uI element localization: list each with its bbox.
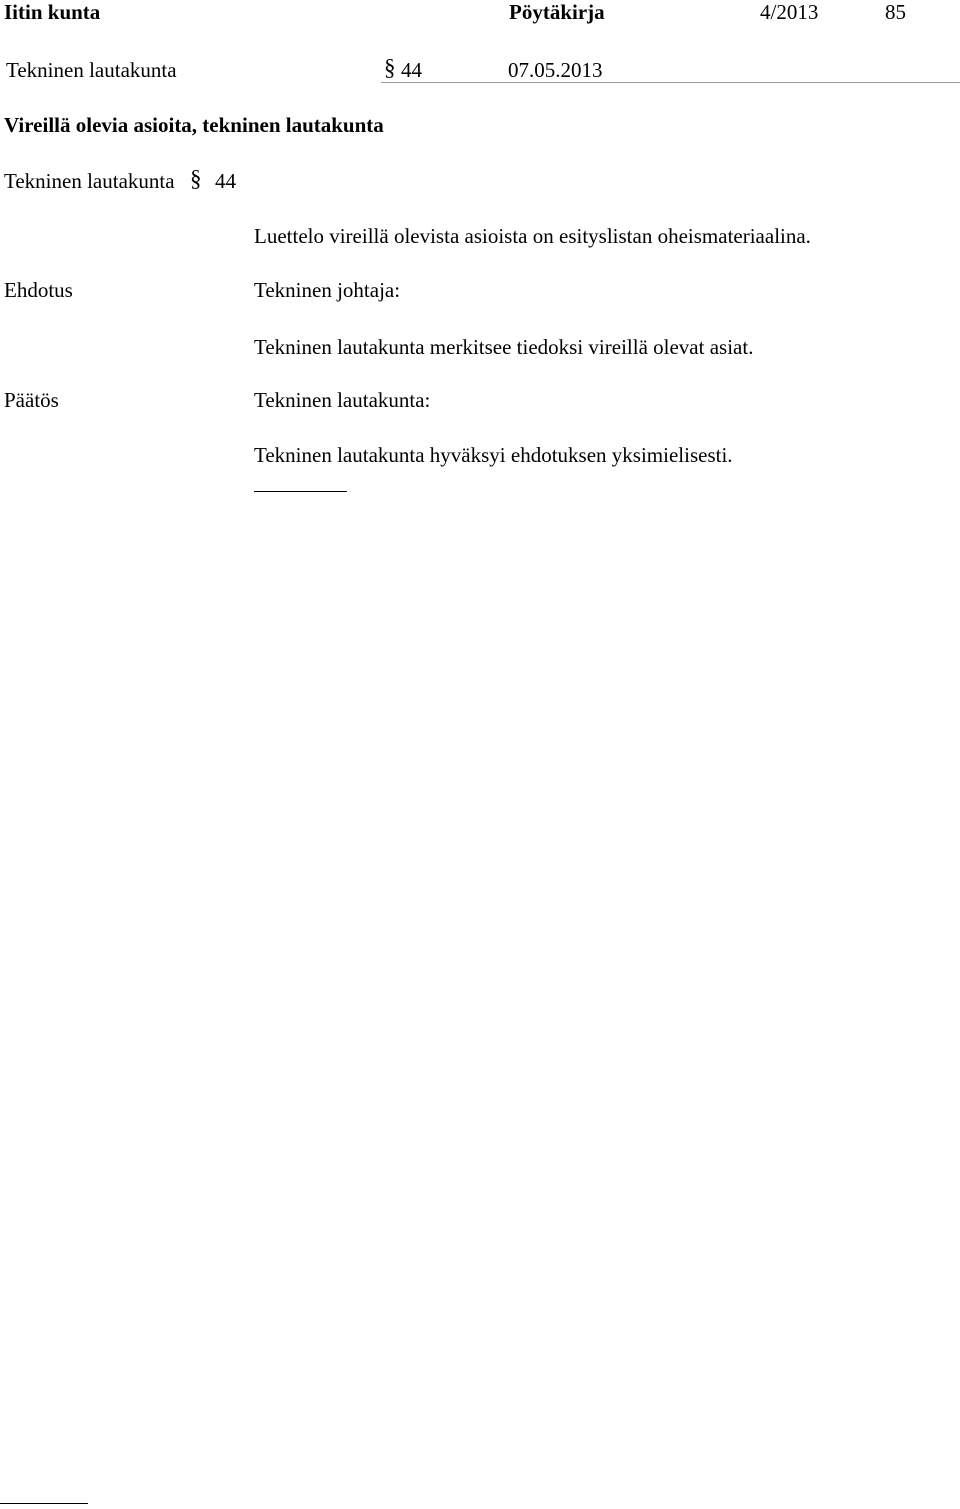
section-sign-icon: § (384, 55, 396, 80)
decision-label: Päätös (4, 388, 59, 412)
item-intro-text: Luettelo vireillä olevista asioista on esityslistan oheismateriaalina. (254, 224, 811, 248)
meeting-date: 07.05.2013 (508, 58, 603, 82)
header-section-number: 44 (401, 58, 422, 82)
item-reference-committee: Tekninen lautakunta (4, 169, 175, 193)
proposal-author: Tekninen johtaja: (254, 278, 401, 302)
page-number: 85 (885, 0, 906, 24)
committee-name: Tekninen lautakunta (6, 58, 177, 82)
decision-text: Tekninen lautakunta hyväksyi ehdotuksen yksimielisesti. (254, 443, 733, 467)
item-title: Vireillä olevia asioita, tekninen lautakunta (4, 113, 384, 137)
proposal-text: Tekninen lautakunta merkitsee tiedoksi vireillä olevat asiat. (254, 335, 754, 359)
document-type: Pöytäkirja (509, 0, 605, 24)
document-issue: 4/2013 (760, 0, 819, 24)
proposal-label: Ehdotus (4, 278, 73, 302)
header-divider (381, 82, 960, 83)
item-section-number: 44 (215, 169, 236, 193)
section-sign-icon: § (190, 166, 202, 191)
municipality-name: Iitin kunta (4, 0, 101, 24)
footer-divider (0, 1503, 88, 1504)
item-end-divider (254, 491, 347, 492)
decision-author: Tekninen lautakunta: (254, 388, 431, 412)
